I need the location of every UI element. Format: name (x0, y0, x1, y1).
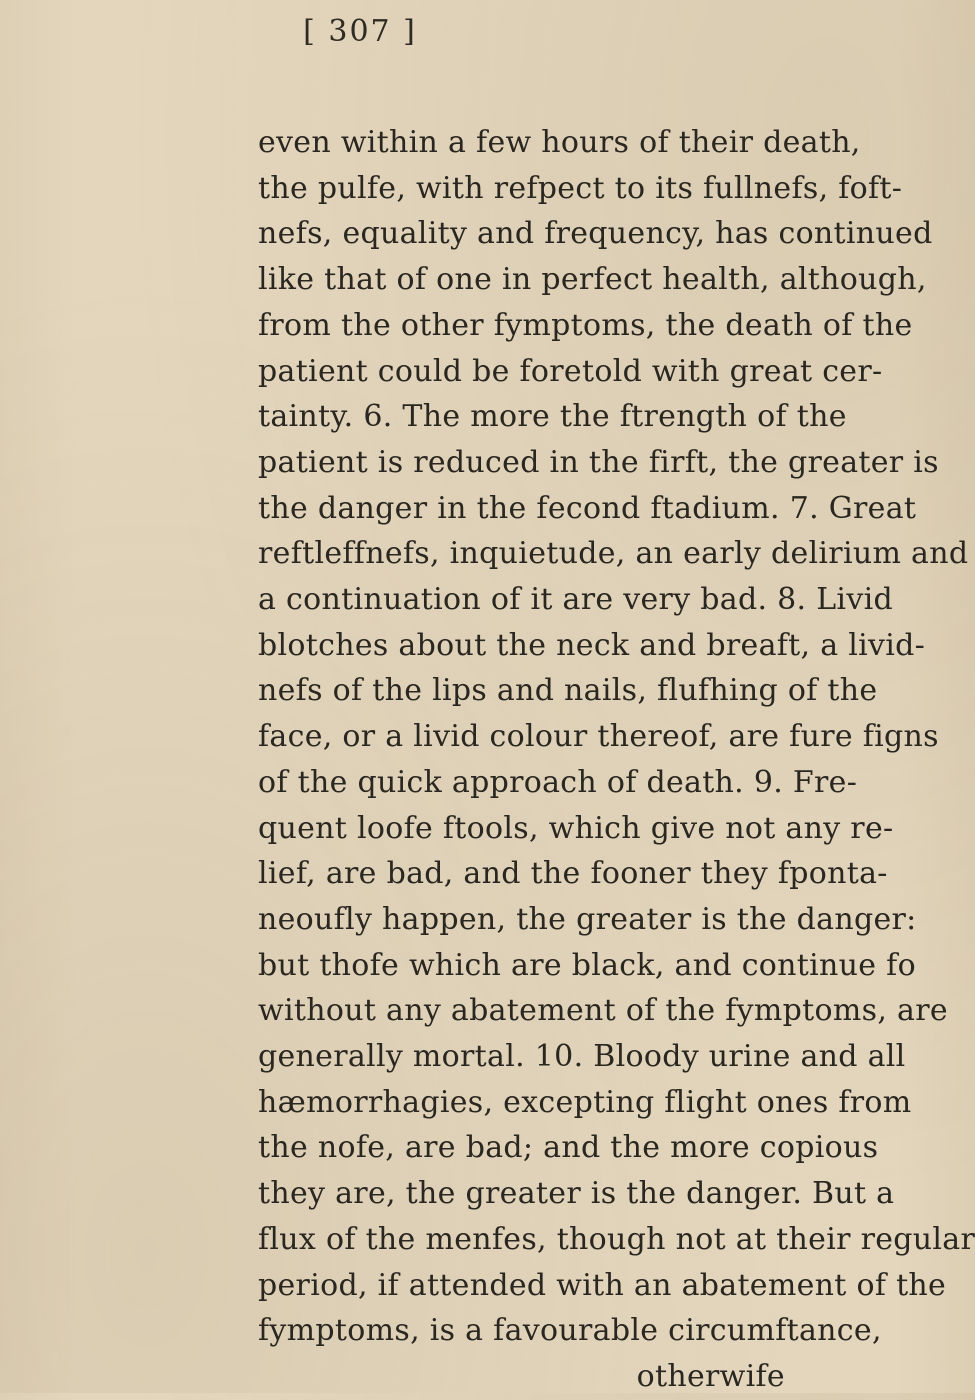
text-line: like that of one in perfect health, although, (258, 262, 927, 298)
text-line: period, if attended with an abatement of the (258, 1267, 947, 1303)
text-line: even within a few hours of their death, (258, 125, 861, 160)
text-line: from the other fymptoms, the death of the (258, 307, 913, 343)
catchword: otherwife (636, 1358, 785, 1394)
text-line: hæmorrhagies, excepting flight ones from (258, 1084, 912, 1120)
text-line: the danger in the fecond ftadium. 7. Great (258, 490, 917, 526)
text-line: lief, are bad, and the fooner they fponta- (258, 856, 888, 892)
text-line: the pulfe, with refpect to its fullnefs, foft- (258, 170, 903, 206)
text-line: tainty. 6. The more the ftrength of the (258, 399, 847, 435)
page-number: [ 307 ] (303, 14, 417, 49)
text-line: patient is reduced in the firft, the greater is (258, 444, 939, 480)
text-line: generally mortal. 10. Bloody urine and all (258, 1039, 906, 1074)
text-line: a continuation of it are very bad. 8. Livid (258, 582, 893, 617)
text-line: nefs of the lips and nails, flufhing of the (258, 673, 878, 709)
text-line: the nofe, are bad; and the more copious (258, 1130, 879, 1166)
text-line: reftleffnefs, inquietude, an early delirium and (258, 536, 969, 572)
text-line: blotches about the neck and breaft, a livid- (258, 627, 926, 663)
text-line: they are, the greater is the danger. But a (258, 1176, 895, 1212)
text-line: without any abatement of the fymptoms, are (258, 993, 948, 1029)
text-line: flux of the menfes, though not at their regular (258, 1221, 975, 1257)
text-line: patient could be foretold with great cer- (258, 353, 883, 389)
text-line: but thofe which are black, and continue fo (258, 947, 916, 983)
text-line: nefs, equality and frequency, has continued (258, 216, 933, 252)
text-line: face, or a livid colour thereof, are fure figns (258, 719, 939, 755)
text-line: of the quick approach of death. 9. Fre- (258, 764, 858, 800)
text-line: quent loofe ftools, which give not any re- (258, 810, 894, 846)
text-line: neoufly happen, the greater is the danger: (258, 901, 917, 937)
text-line: fymptoms, is a favourable circumftance, (258, 1313, 882, 1349)
